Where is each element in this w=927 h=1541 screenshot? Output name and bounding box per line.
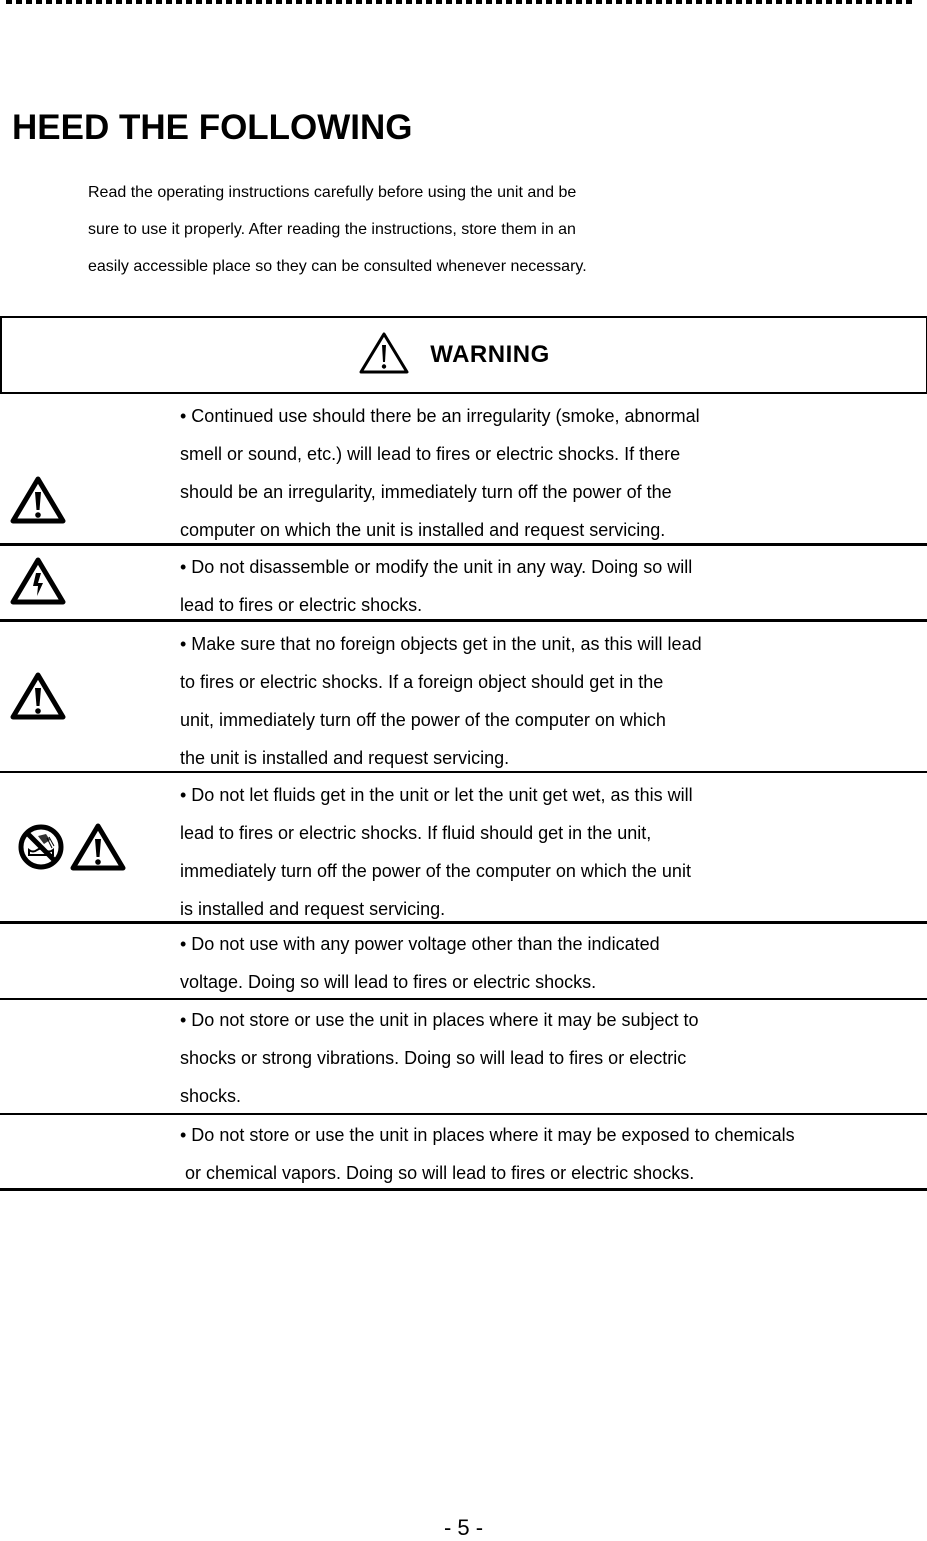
intro-line: sure to use it properly. After reading the instructions, store them in an <box>88 221 576 238</box>
row-divider <box>0 1188 927 1191</box>
item-line: immediately turn off the power of the computer on which the unit <box>180 861 691 881</box>
electric-shock-icon <box>10 556 66 611</box>
item-line: is installed and request servicing. <box>180 899 446 919</box>
item-line: • Do not let fluids get in the unit or let the unit get wet, as this will <box>180 785 693 805</box>
item-line: • Continued use should there be an irregularity (smoke, abnormal <box>180 406 700 426</box>
item-line: • Do not store or use the unit in places where it may be subject to <box>180 1010 699 1030</box>
item-line: • Do not disassemble or modify the unit in any way. Doing so will <box>180 557 693 577</box>
row-divider <box>0 998 927 1000</box>
item-line: to fires or electric shocks. If a foreign object should get in the <box>180 672 664 692</box>
top-dashed-rule <box>6 0 916 4</box>
item-line: or chemical vapors. Doing so will lead to fires or electric shocks. <box>180 1163 695 1183</box>
item-line: computer on which the unit is installed and request servicing. <box>180 520 666 540</box>
warning-triangle-icon <box>70 822 126 877</box>
item-line: lead to fires or electric shocks. <box>180 595 423 615</box>
intro-paragraph <box>88 174 708 285</box>
intro-line: easily accessible place so they can be consulted whenever necessary. <box>88 258 587 275</box>
warning-header-box <box>0 316 927 394</box>
warning-item <box>0 625 927 771</box>
item-line: shocks or strong vibrations. Doing so will lead to fires or electric <box>180 1048 687 1068</box>
row-divider <box>0 1113 927 1115</box>
row-divider <box>0 619 927 622</box>
page-title: HEED THE FOLLOWING <box>12 108 413 147</box>
warning-item <box>0 925 927 998</box>
item-line: the unit is installed and request servicing. <box>180 748 510 768</box>
warning-triangle-icon <box>10 475 66 530</box>
row-divider <box>0 771 927 773</box>
page-number: - 5 - <box>443 1515 484 1540</box>
item-line: unit, immediately turn off the power of the computer on which <box>180 710 666 730</box>
item-line: lead to fires or electric shocks. If fluid should get in the unit, <box>180 823 652 843</box>
warning-item <box>0 1001 927 1113</box>
item-line: should be an irregularity, immediately turn off the power of the <box>180 482 672 502</box>
no-water-icon <box>16 822 66 877</box>
item-line: smell or sound, etc.) will lead to fires or electric shocks. If there <box>180 444 681 464</box>
warning-item <box>0 397 927 544</box>
warning-triangle-icon <box>10 671 66 726</box>
row-divider <box>0 921 927 924</box>
warning-label: WARNING <box>430 341 550 368</box>
warning-item <box>0 548 927 620</box>
warning-item <box>0 1116 927 1189</box>
row-divider <box>0 543 927 546</box>
item-line: • Do not use with any power voltage other than the indicated <box>180 934 660 954</box>
warning-item <box>0 776 927 922</box>
item-line: shocks. <box>180 1086 242 1106</box>
item-line: voltage. Doing so will lead to fires or electric shocks. <box>180 972 597 992</box>
intro-line: Read the operating instructions carefully before using the unit and be <box>88 184 577 201</box>
warning-triangle-icon <box>358 331 410 380</box>
item-line: • Do not store or use the unit in places where it may be exposed to chemicals <box>180 1125 795 1145</box>
item-line: • Make sure that no foreign objects get in the unit, as this will lead <box>180 634 702 654</box>
